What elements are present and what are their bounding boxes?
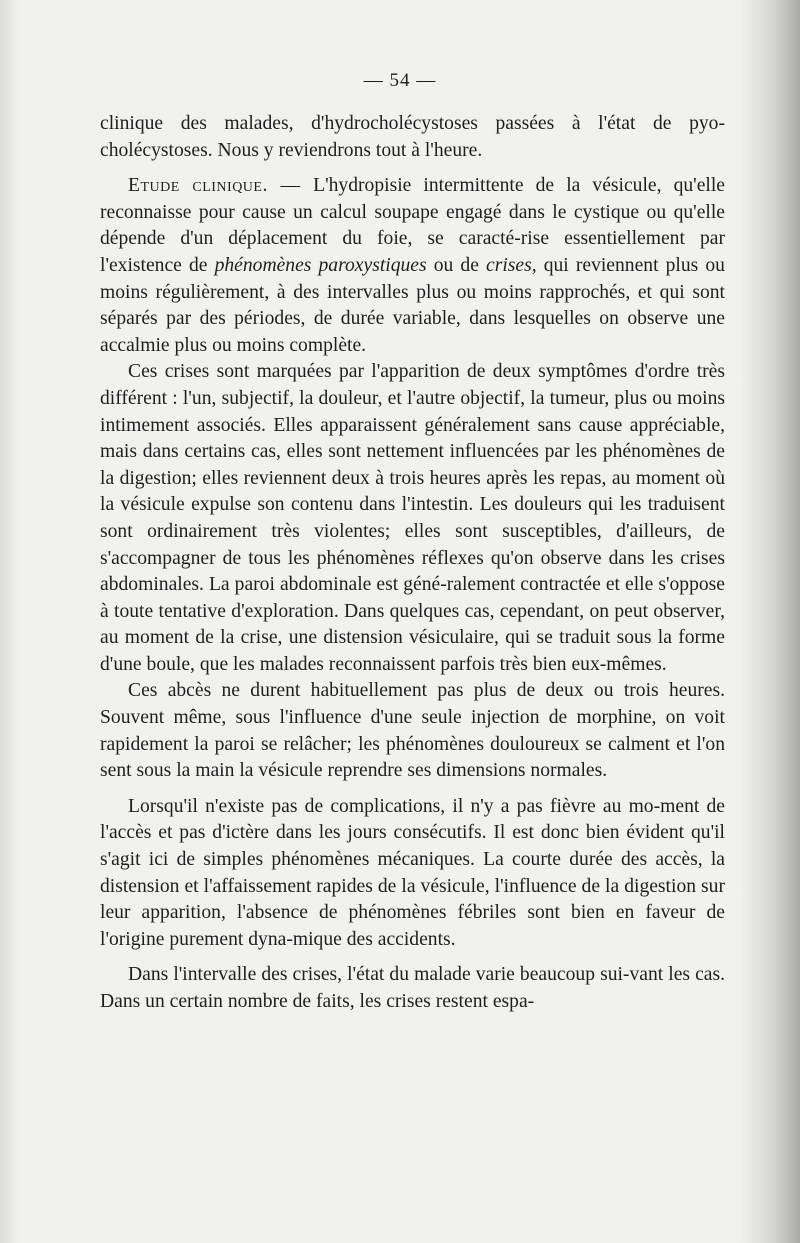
emphasis-crises: crises [486, 254, 532, 276]
paragraph-2-part-3: , qui reviennent plus ou moins régulièrement, à des intervalles plus ou moins rapprochés, et qui sont séparés par des périodes, de durée variable, dans lesquelles on observe une accalmie plus ou moins complète. [100, 254, 725, 356]
paragraph-5: Lorsqu'il n'existe pas de complications, il n'y a pas fièvre au mo-ment de l'accès et pas d'ictère dans les jours consécutifs. Il est donc bien évident qu'il s'agit ici de simples phénomènes mécaniques. La courte durée des accès, la distension et l'affaissement rapides de la vésicule, l'influence de la digestion sur leur apparition, l'absence de phénomènes fébriles sont bien en faveur de l'origine purement dyna-mique des accidents. [100, 795, 725, 950]
paragraph-2-part-1: L'hydropisie intermittente de la vésicule, qu'elle reconnaisse pour cause un calcul soupape engagé dans le cystique ou qu'elle dépende d'un déplacement du foie, se caracté-rise essentiellement par l'existence de [100, 175, 725, 276]
body-text [100, 111, 725, 1016]
paragraph-2 [100, 173, 725, 359]
emphasis-phenomenes-paroxystiques: phénomènes paroxystiques [214, 254, 427, 276]
section-heading-etude-clinique: Etude clinique. — [128, 175, 314, 197]
page-number: — 54 — [363, 70, 437, 91]
paragraph-2-part-2: ou de [426, 254, 486, 276]
page-binding-shadow [740, 0, 800, 1243]
page-left-shadow [0, 0, 18, 1243]
paragraph-6: Dans l'intervalle des crises, l'état du malade varie beaucoup sui-vant les cas. Dans un certain nombre de faits, les crises restent espa- [100, 964, 725, 1012]
paragraph-4: Ces abcès ne durent habituellement pas plus de deux ou trois heures. Souvent même, sous l'influence d'une seule injection de morphine, on voit rapidement la paroi se relâcher; les phénomènes douloureux se calment et l'on sent sous la main la vésicule reprendre ses dimensions normales. [100, 680, 725, 782]
paragraph-3: Ces crises sont marquées par l'apparition de deux symptômes d'ordre très différent : l'un, subjectif, la douleur, et l'autre objectif, la tumeur, plus ou moins intimement associés. Elles apparaissent généralement sans cause appréciable, mais dans certains cas, elles sont nettement influencées par les phénomènes de la digestion; elles reviennent deux à trois heures après les repas, au moment où la vésicule expulse son contenu dans l'intestin. Les douleurs qui les traduisent sont ordinairement très violentes; elles sont susceptibles, d'ailleurs, de s'accompagner de tous les phénomènes réflexes qu'on observe dans les crises abdominales. La paroi abdominale est géné-ralement contractée et elle s'oppose à toute tentative d'exploration. Dans quelques cas, cependant, on peut observer, au moment de la crise, une distension vésiculaire, qui se traduit sous la forme d'une boule, que les malades reconnaissent parfois très bien eux-mêmes. [100, 361, 725, 675]
paragraph-1: clinique des malades, d'hydrocholécystoses passées à l'état de pyo-cholécystoses. Nous y reviendrons tout à l'heure. [100, 113, 725, 161]
